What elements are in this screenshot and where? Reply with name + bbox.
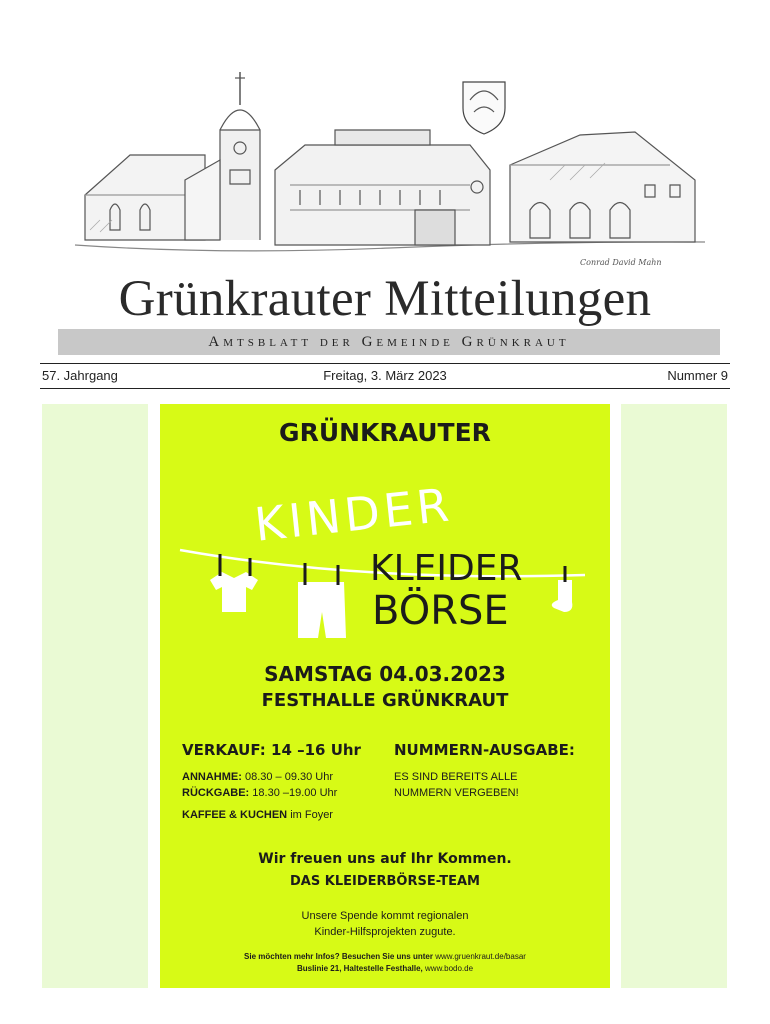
cafe-location: im Foyer xyxy=(290,809,333,821)
info-prefix: Sie möchten mehr Infos? Besuchen Sie uns unter xyxy=(244,952,433,961)
issue-date: Freitag, 3. März 2023 xyxy=(323,368,447,383)
donation-line1: Unsere Spende kommt regionalen xyxy=(301,910,469,922)
cafe-label: KAFFEE & KUCHEN xyxy=(182,809,288,821)
basar-link[interactable]: www.gruenkraut.de/basar xyxy=(435,952,526,961)
team-signature: DAS KLEIDERBÖRSE-TEAM xyxy=(290,874,480,889)
return-label: RÜCKGABE: xyxy=(182,787,250,799)
drop-off-time: 08.30 – 09.30 Uhr xyxy=(244,771,334,783)
welcome-text: Wir freuen uns auf Ihr Kommen. xyxy=(258,851,512,867)
right-side-panel xyxy=(621,404,727,988)
newsletter-title: Grünkrauter Mitteilungen xyxy=(118,271,652,327)
poster-heading: GRÜNKRAUTER xyxy=(279,418,491,447)
number-issue-line1: ES SIND BEREITS ALLE xyxy=(394,771,518,783)
issue-number: Nummer 9 xyxy=(667,368,728,383)
artist-signature: Conrad David Mahn xyxy=(580,258,662,267)
bus-line xyxy=(160,964,610,973)
event-venue: FESTHALLE GRÜNKRAUT xyxy=(261,690,509,711)
event-date: SAMSTAG 04.03.2023 xyxy=(264,662,506,686)
village-sketch-illustration xyxy=(70,60,710,275)
shorts-icon xyxy=(298,563,346,638)
subtitle-bar xyxy=(58,329,720,355)
bodo-link[interactable]: www.bodo.de xyxy=(425,964,474,973)
number-issue-line2: NUMMERN VERGEBEN! xyxy=(394,787,519,799)
top-divider xyxy=(40,363,730,364)
drop-off-label: ANNAHME: xyxy=(182,771,242,783)
kinder-kleider-boerse-logo xyxy=(160,462,610,652)
left-side-panel xyxy=(42,404,148,988)
volume-label: 57. Jahrgang xyxy=(42,368,118,383)
return-line xyxy=(182,787,337,799)
sales-hours-heading: VERKAUF: 14 –16 Uhr xyxy=(182,741,361,759)
cafe-note xyxy=(182,809,333,821)
donation-line2: Kinder-Hilfsprojekten zugute. xyxy=(314,926,456,938)
logo-word-kinder: KINDER xyxy=(252,477,456,552)
sock-icon xyxy=(552,566,573,612)
logo-word-kleider: KLEIDER xyxy=(370,548,523,589)
bus-prefix: Buslinie 21, Haltestelle Festhalle, xyxy=(296,964,423,973)
info-line xyxy=(160,952,610,961)
logo-word-boerse: BÖRSE xyxy=(372,588,509,634)
return-time: 18.30 –19.00 Uhr xyxy=(252,787,338,799)
drop-off-line xyxy=(182,771,333,783)
bottom-divider xyxy=(40,388,730,389)
kleiderboerse-poster xyxy=(160,404,610,988)
tshirt-icon xyxy=(210,554,258,612)
number-issue-heading: NUMMERN-AUSGABE: xyxy=(394,741,575,759)
newsletter-subtitle: Amtsblatt der Gemeinde Grünkraut xyxy=(208,334,570,350)
